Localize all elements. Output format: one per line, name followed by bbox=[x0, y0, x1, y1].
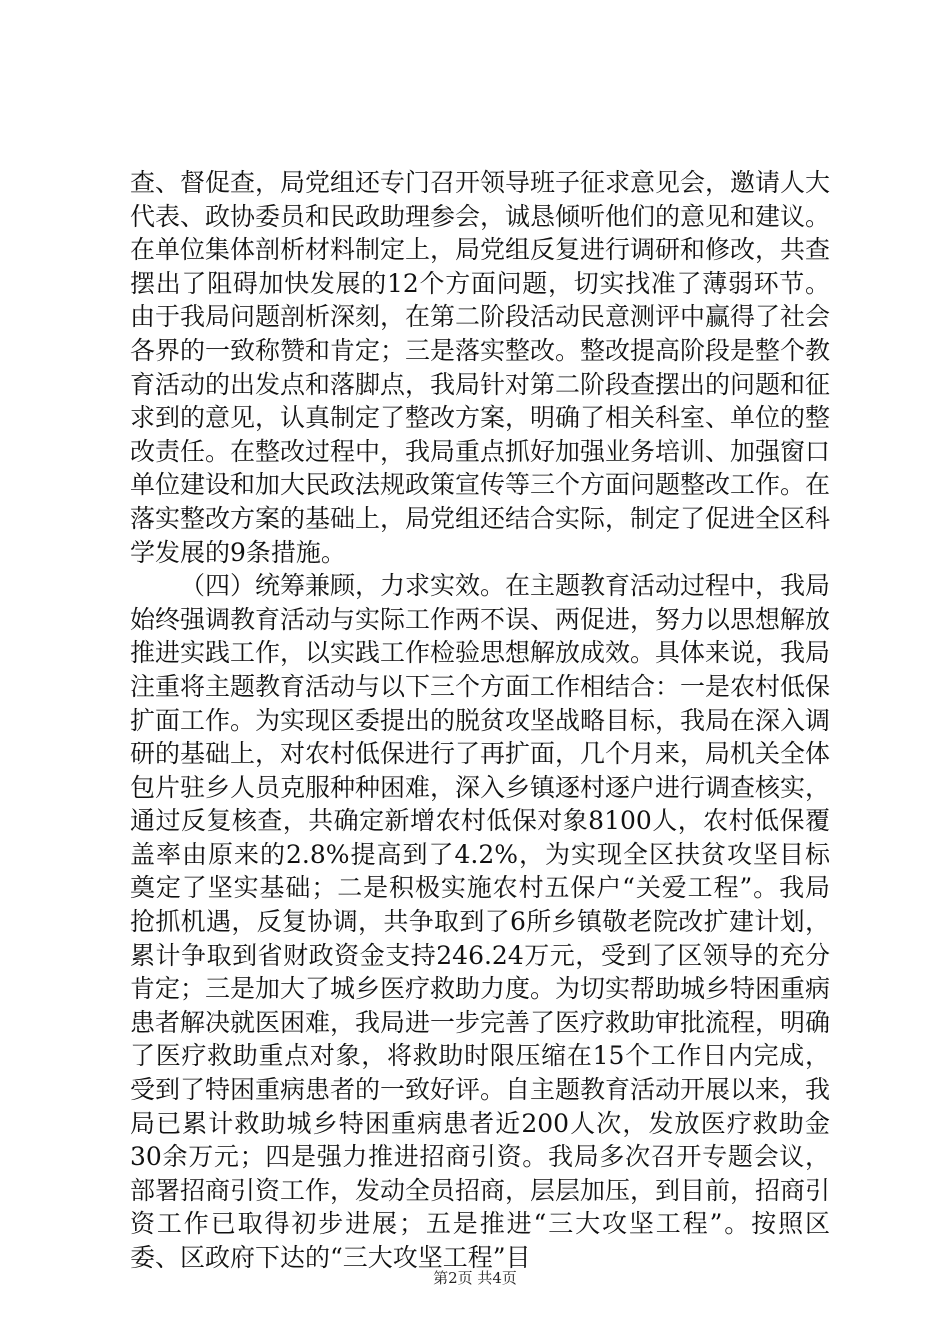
paragraph-section-four: （四）统筹兼顾，力求实效。在主题教育活动过程中，我局始终强调教育活动与实际工作两不误、两促进，努力以思想解放推进实践工作，以实践工作检验思想解放成效。具体来说，我局注重将主题教育活动与以下三个方面工作相结合：一是农村低保扩面工作。为实现区委提出的脱贫攻坚战略目标，我局在深入调研的基础上，对农村低保进行了再扩面，几个月来，局机关全体包片驻乡人员克服种种困难，深入乡镇逐村逐户进行调查核实，通过反复核查，共确定新增农村低保对象8100人，农村低保覆盖率由原来的2.8%提高到了4.2%，为实现全区扶贫攻坚目标奠定了坚实基础；二是积极实施农村五保户“关爱工程”。我局抢抓机遇，反复协调，共争取到了6所乡镇敬老院改扩建计划，累计争取到省财政资金支持246.24万元，受到了区领导的充分肯定；三是加大了城乡医疗救助力度。为切实帮助城乡特困重病患者解决就医困难，我局进一步完善了医疗救助审批流程，明确了医疗救助重点对象，将救助时限压缩在15个工作日内完成，受到了特困重病患者的一致好评。自主题教育活动开展以来，我局已累计救助城乡特困重病患者近200人次，发放医疗救助金30余万元；四是强力推进招商引资。我局多次召开专题会议，部署招商引资工作，发动全员招商，层层加压，到目前，招商引资工作已取得初步进展；五是推进“三大攻坚工程”。按照区委、区政府下达的“三大攻坚工程”目 bbox=[130, 571, 831, 1272]
paragraph-rectification: 查、督促查，局党组还专门召开领导班子征求意见会，邀请人大代表、政协委员和民政助理参会，诚恳倾听他们的意见和建议。在单位集体剖析材料制定上，局党组反复进行调研和修改，共查摆出了阻碍加快发展的12个方面问题，切实找准了薄弱环节。由于我局问题剖析深刻，在第二阶段活动民意测评中赢得了社会各界的一致称赞和肯定；三是落实整改。整改提高阶段是整个教育活动的出发点和落脚点，我局针对第二阶段查摆出的问题和征求到的意见，认真制定了整改方案，明确了相关科室、单位的整改责任。在整改过程中，我局重点抓好加强业务培训、加强窗口单位建设和加大民政法规政策宣传等三个方面问题整改工作。在落实整改方案的基础上，局党组还结合实际，制定了促进全区科学发展的9条措施。 bbox=[130, 168, 831, 567]
body-text bbox=[130, 166, 830, 1275]
page-number-footer: 第2页 共4页 bbox=[433, 1269, 517, 1287]
